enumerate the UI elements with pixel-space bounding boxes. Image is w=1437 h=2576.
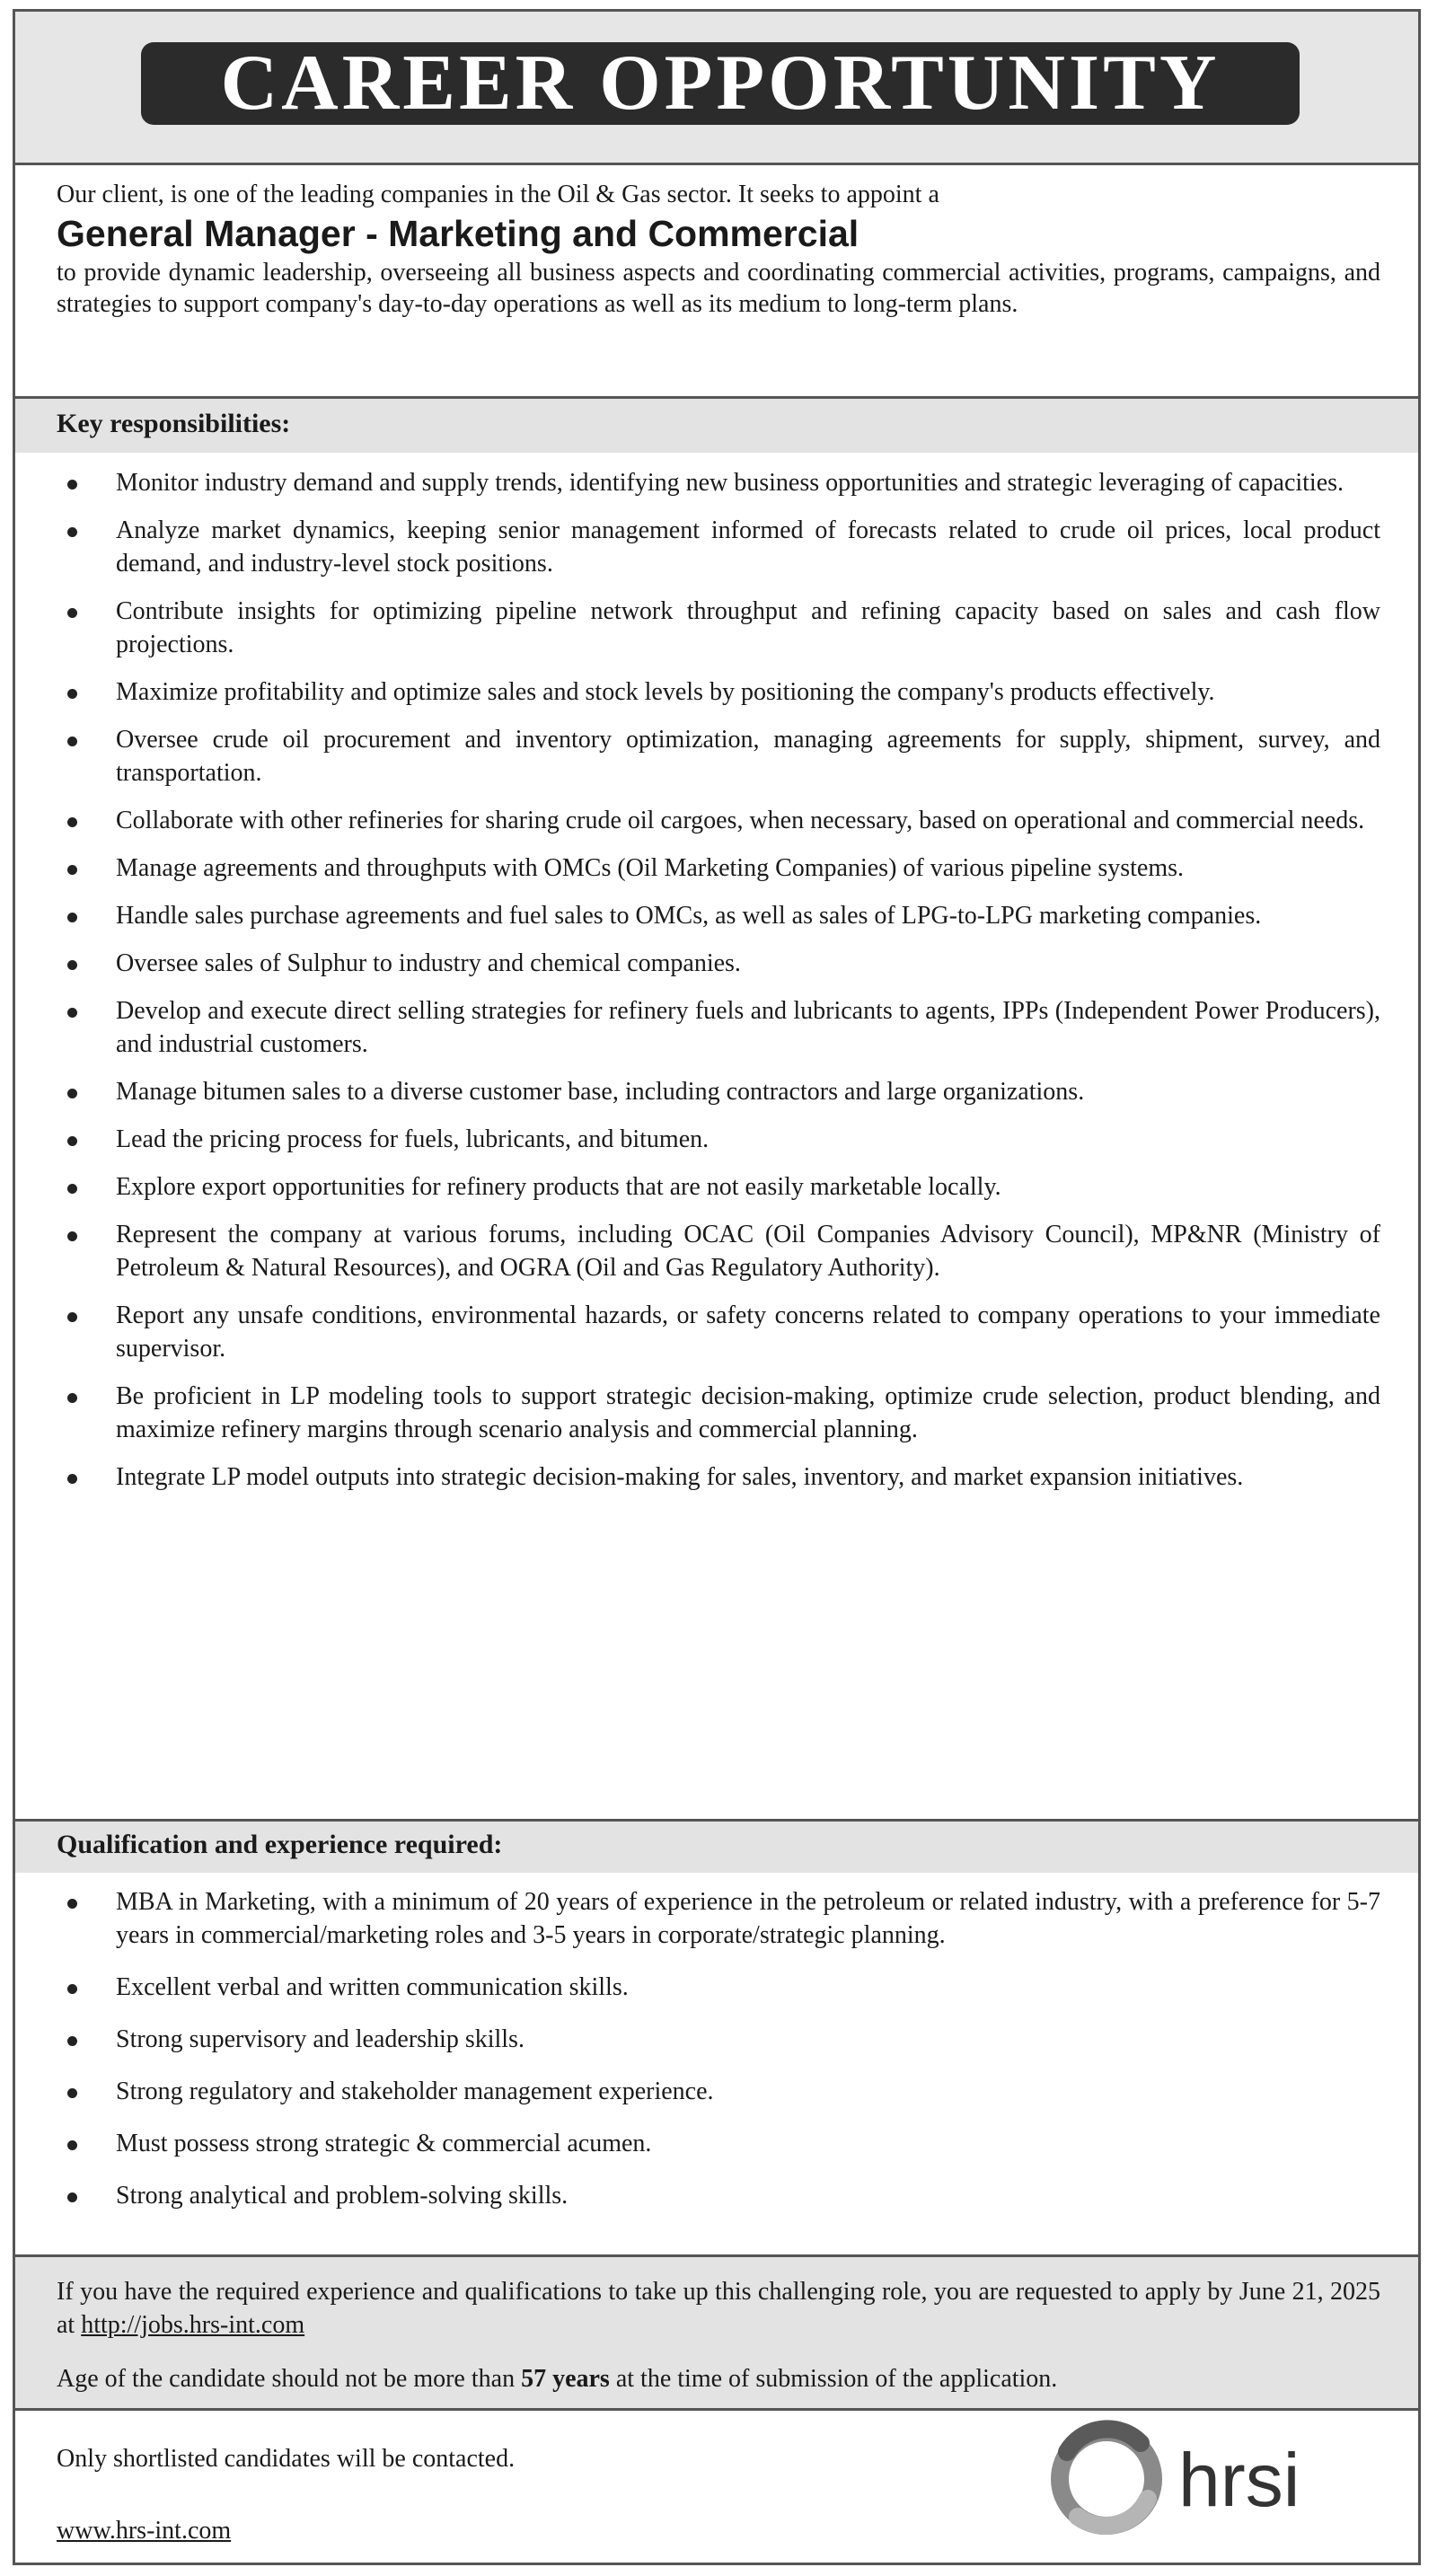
- list-item: Develop and execute direct selling strategies for refinery fuels and lubricants to agents, IPPs (Independent Power Producers), and industrial customers.: [57, 994, 1380, 1061]
- list-item: Integrate LP model outputs into strategic decision-making for sales, inventory, and market expansion initiatives.: [57, 1460, 1380, 1494]
- list-item: Monitor industry demand and supply trends, identifying new business opportunities and strategic leveraging of capacities.: [57, 466, 1380, 499]
- qualifications-heading: Qualification and experience required:: [57, 1830, 503, 1859]
- intro-description: to provide dynamic leadership, overseeing all business aspects and coordinating commercial activities, programs, campaigns, and strategies to support company's day-to-day operations as well as its medium to long-term plans.: [57, 259, 1380, 318]
- list-item: Strong regulatory and stakeholder management experience.: [57, 2075, 1380, 2108]
- apply-text: [57, 2275, 1380, 2342]
- responsibilities-list: [57, 466, 1380, 1508]
- list-item: Manage agreements and throughputs with OMCs (Oil Marketing Companies) of various pipeline systems.: [57, 851, 1380, 885]
- intro-lead: Our client, is one of the leading companies in the Oil & Gas sector. It seeks to appoint a: [57, 181, 939, 208]
- ring-icon: [1060, 2429, 1153, 2526]
- intro-section: [57, 179, 1380, 320]
- list-item: Excellent verbal and written communication skills.: [57, 1971, 1380, 2004]
- list-item: Strong supervisory and leadership skills.: [57, 2023, 1380, 2056]
- age-text-after: at the time of submission of the application.: [615, 2365, 1058, 2393]
- age-limit: 57 years: [521, 2365, 610, 2393]
- list-item: Maximize profitability and optimize sales and stock levels by positioning the company's products effectively.: [57, 675, 1380, 709]
- qualifications-list: [57, 1885, 1380, 2231]
- list-item: Be proficient in LP modeling tools to support strategic decision-making, optimize crude selection, product blending, and maximize refinery margins through scenario analysis and commercial planning.: [57, 1380, 1380, 1446]
- list-item: MBA in Marketing, with a minimum of 20 years of experience in the petroleum or related industry, with a preference for 5-7 years in commercial/marketing roles and 3-5 years in corporate/strategic planning.: [57, 1885, 1380, 1952]
- age-requirement: [57, 2362, 1380, 2395]
- shortlist-note: Only shortlisted candidates will be contacted.: [57, 2445, 516, 2473]
- list-item: Oversee sales of Sulphur to industry and chemical companies.: [57, 947, 1380, 980]
- list-item: Must possess strong strategic & commercial acumen.: [57, 2127, 1380, 2160]
- list-item: Collaborate with other refineries for sharing crude oil cargoes, when necessary, based on operational and commercial needs.: [57, 804, 1380, 837]
- list-item: Represent the company at various forums, including OCAC (Oil Companies Advisory Council), MP&NR (Ministry of Petroleum & Natural Resources), and OGRA (Oil and Gas Regulatory Authority).: [57, 1218, 1380, 1284]
- apply-link[interactable]: http://jobs.hrs-int.com: [81, 2311, 305, 2339]
- logo-wordmark: hrsi: [1178, 2438, 1300, 2522]
- list-item: Strong analytical and problem-solving skills.: [57, 2179, 1380, 2212]
- divider: [15, 2408, 1418, 2411]
- advert-frame: [13, 9, 1421, 2565]
- job-title: General Manager - Marketing and Commercial: [57, 213, 860, 254]
- age-text-before: Age of the candidate should not be more than: [57, 2365, 516, 2393]
- list-item: Handle sales purchase agreements and fuel sales to OMCs, as well as sales of LPG-to-LPG marketing companies.: [57, 899, 1380, 932]
- list-item: Contribute insights for optimizing pipeline network throughput and refining capacity based on sales and cash flow projections.: [57, 595, 1380, 661]
- list-item: Manage bitumen sales to a diverse customer base, including contractors and large organizations.: [57, 1075, 1380, 1108]
- header-band: [15, 12, 1418, 163]
- list-item: Explore export opportunities for refinery products that are not easily marketable locally.: [57, 1170, 1380, 1204]
- website-link[interactable]: www.hrs-int.com: [57, 2517, 232, 2545]
- divider: [15, 163, 1418, 165]
- hrsi-logo: [1042, 2416, 1401, 2542]
- list-item: Lead the pricing process for fuels, lubricants, and bitumen.: [57, 1123, 1380, 1156]
- list-item: Analyze market dynamics, keeping senior management informed of forecasts related to crude oil prices, local product demand, and industry-level stock positions.: [57, 514, 1380, 580]
- apply-instructions: If you have the required experience and qualifications to take up this challenging role, you are requested to apply by June 21, 2025 at: [57, 2278, 1380, 2339]
- responsibilities-heading: Key responsibilities:: [57, 409, 291, 438]
- list-item: Report any unsafe conditions, environmental hazards, or safety concerns related to company operations to your immediate supervisor.: [57, 1299, 1380, 1365]
- list-item: Oversee crude oil procurement and inventory optimization, managing agreements for supply, shipment, survey, and transportation.: [57, 723, 1380, 790]
- page-title: CAREER OPPORTUNITY: [141, 42, 1300, 125]
